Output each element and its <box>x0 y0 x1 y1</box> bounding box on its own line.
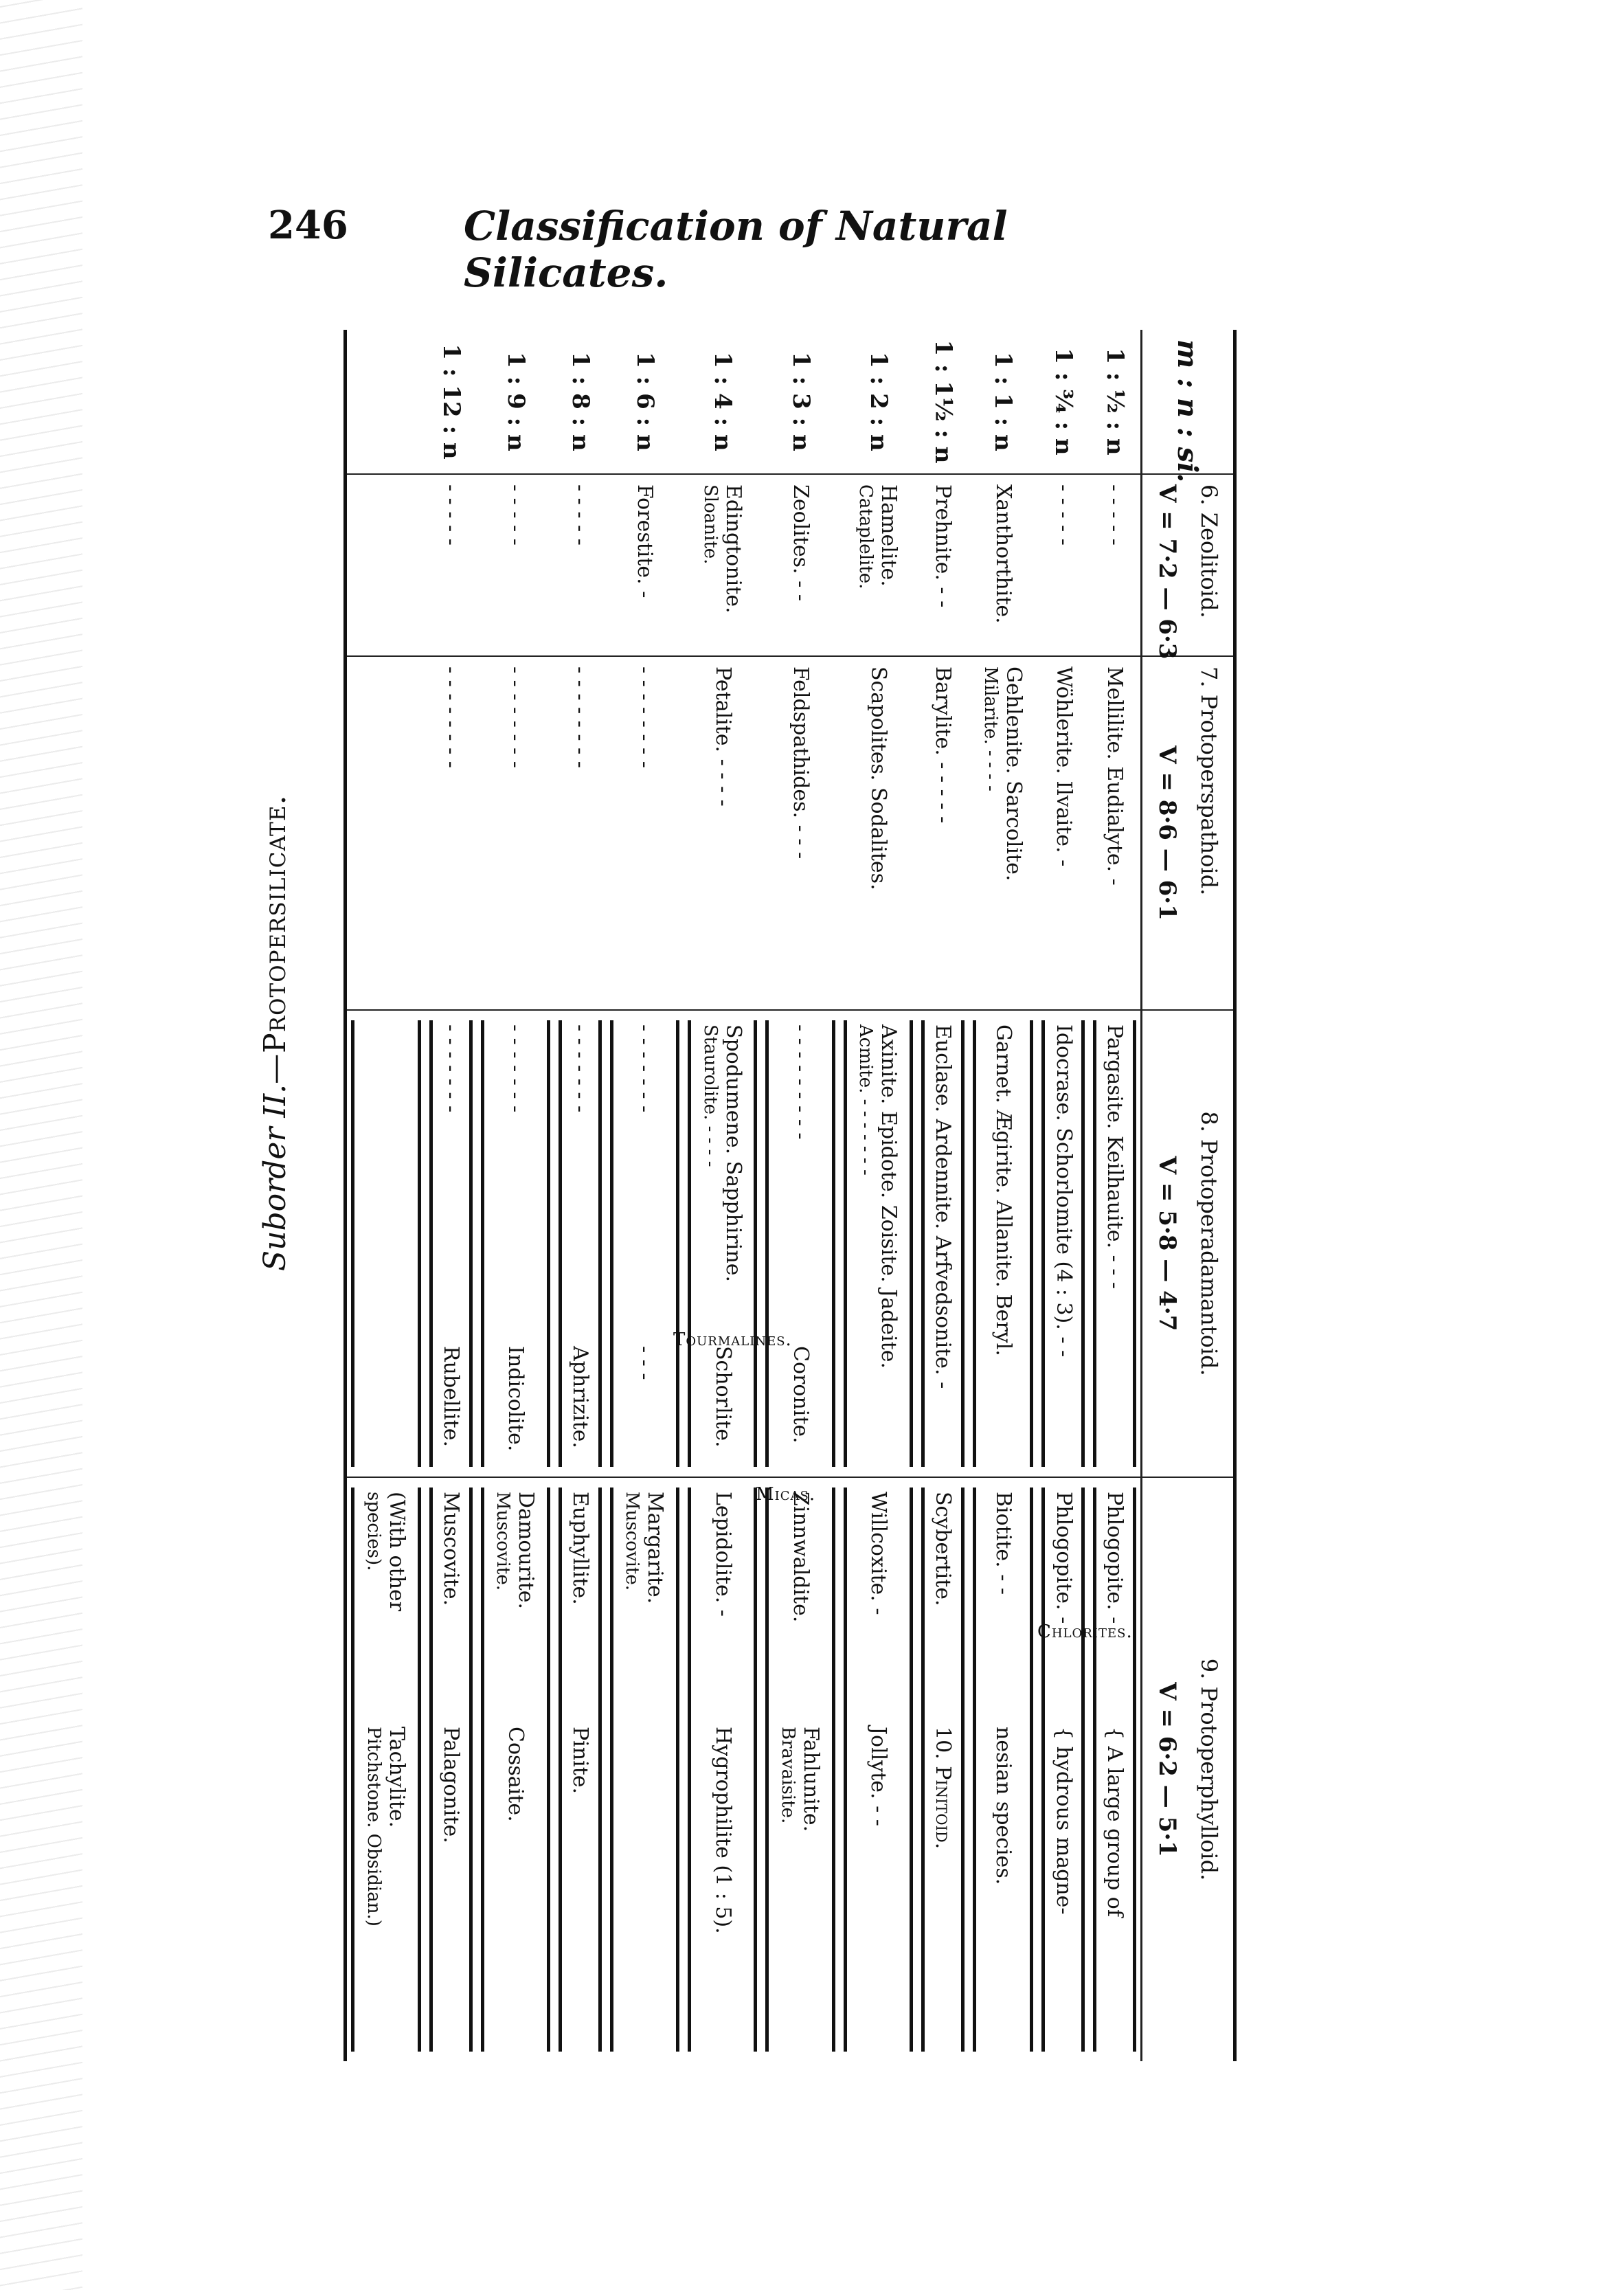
protoperadamantoid-cell: Euclase. Ardennite. Arfvedsonite. - <box>917 1010 969 1477</box>
ratio-cell: 1 : 6 : n <box>631 352 659 451</box>
ratio-cell: 1 : 1½ : n <box>929 339 957 464</box>
ratio-cell: 1 : 1 : n <box>989 352 1017 451</box>
page-number: 246 <box>268 203 348 248</box>
header-row <box>1142 330 1235 2061</box>
protoperadamantoid-cell: - - - - - - - Indicolite. <box>477 1010 554 1477</box>
protoperadamantoid-cell: Idocrase. Schorlomite (4 : 3). - - <box>1037 1010 1089 1477</box>
table-row <box>839 330 917 2061</box>
table-row <box>684 330 761 2061</box>
ratio-cell: 1 : 8 : n <box>566 352 594 451</box>
table-row <box>554 330 606 2061</box>
zeolitoid-cell: - - - - - <box>477 474 554 656</box>
table-row <box>917 330 969 2061</box>
table-row <box>346 330 426 2061</box>
group-label-chlorites: Chlorites. <box>1037 1621 1133 1642</box>
protoperspathoid-cell: - - - - - - - - <box>477 656 554 1010</box>
ratio-cell: 1 : 9 : n <box>501 352 530 451</box>
protoperspathoid-cell: Scapolites. Sodalites. <box>839 656 917 1010</box>
table-row <box>761 330 839 2061</box>
protoperphylloid-cell: Lepidolite. - Hygrophilite (1 : 5). <box>684 1477 761 2061</box>
protoperadamantoid-cell: - - - - - - - - - Coronite. <box>761 1010 839 1477</box>
protoperadamantoid-cell: - - - - - - - Rubellite. <box>425 1010 477 1477</box>
col-header-protoperspathoid: 7. Protoperspathoid. V = 8·6 — 6·1 <box>1142 656 1235 1010</box>
zeolitoid-cell: - - - - - <box>554 474 606 656</box>
ratio-header: m : n : si. <box>1142 330 1235 474</box>
protoperadamantoid-cell: - - - - - - - Aphrizite. <box>554 1010 606 1477</box>
ratio-cell: 1 : 4 : n <box>709 352 737 451</box>
table-row <box>477 330 554 2061</box>
protoperphylloid-cell: Damourite. Muscovite. Cossaite. <box>477 1477 554 2061</box>
zeolitoid-cell: Xanthorthite. <box>969 474 1037 656</box>
protoperphylloid-cell: Zinnwaldite. Fahlunite. Bravaisite. <box>761 1477 839 2061</box>
scan-edge-noise <box>0 0 82 2290</box>
running-title: Classification of Natural Silicates. <box>464 203 1008 296</box>
silicate-table <box>343 330 1237 2061</box>
ratio-cell: 1 : ¾ : n <box>1049 348 1077 456</box>
zeolitoid-cell: - - - - - <box>425 474 477 656</box>
table-row <box>425 330 477 2061</box>
col-header-protoperadamantoid: 8. Protoperadamantoid. V = 5·8 — 4·7 <box>1142 1010 1235 1477</box>
caption-title: —Protopersilicate. <box>258 794 293 1084</box>
zeolitoid-cell: Forestite. - <box>606 474 684 656</box>
protoperadamantoid-cell: Axinite. Epidote. Zoisite. Jadeite. Acmite. - - - - - - - <box>839 1010 917 1477</box>
protoperphylloid-cell: Euphyllite. Pinite. <box>554 1477 606 2061</box>
ratio-cell: 1 : 12 : n <box>437 344 465 460</box>
protoperadamantoid-cell: Spodumene. Sapphirine. Staurolite. - - - - Schorlite. <box>684 1010 761 1477</box>
table-caption <box>258 795 293 1271</box>
table-row <box>606 330 684 2061</box>
protoperphylloid-cell: Margarite. Muscovite. <box>606 1477 684 2061</box>
protoperspathoid-cell: Petalite. - - - - <box>684 656 761 1010</box>
protoperadamantoid-cell <box>346 1010 426 1477</box>
protoperspathoid-cell: - - - - - - - - <box>425 656 477 1010</box>
protoperspathoid-cell: Mellilite. Eudialyte. - <box>1089 656 1142 1010</box>
caption-prefix: Suborder II. <box>258 1084 293 1271</box>
protoperphylloid-cell: Phlogopite. - { hydrous magne- <box>1037 1477 1089 2061</box>
protoperphylloid-cell: Willcoxite. - Jollyte. - - <box>839 1477 917 2061</box>
protoperadamantoid-cell: Pargasite. Keilhauite. - - - <box>1089 1010 1142 1477</box>
protoperspathoid-cell: Barylite. - - - - - <box>917 656 969 1010</box>
table-row <box>1037 330 1089 2061</box>
col-header-protoperphylloid: 9. Protoperphylloid. V = 6·2 — 5·1 <box>1142 1477 1235 2061</box>
zeolitoid-cell <box>346 474 426 656</box>
table-row <box>969 330 1037 2061</box>
protoperadamantoid-cell: - - - - - - - - - - <box>606 1010 684 1477</box>
page-header <box>268 203 1161 296</box>
zeolitoid-cell: Edingtonite. Sloanite. <box>684 474 761 656</box>
protoperspathoid-cell: Gehlenite. Sarcolite. Milarite. - - - - <box>969 656 1037 1010</box>
protoperspathoid-cell: Wöhlerite. Ilvaite. - <box>1037 656 1089 1010</box>
zeolitoid-cell: Hamelite. Cataplelite. <box>839 474 917 656</box>
group-label-tourmalines: Tourmalines. <box>673 1329 792 1350</box>
protoperspathoid-cell: - - - - - - - - <box>554 656 606 1010</box>
zeolitoid-cell: Zeolites. - - <box>761 474 839 656</box>
zeolitoid-cell: - - - - - <box>1089 474 1142 656</box>
ratio-cell: 1 : 3 : n <box>787 352 815 451</box>
protoperphylloid-cell: Phlogopite. - { A large group of <box>1089 1477 1142 2061</box>
ratio-cell <box>346 330 426 474</box>
protoperphylloid-cell: Biotite. - - nesian species. <box>969 1477 1037 2061</box>
protoperphylloid-cell: Scybertite. 10. Pinitoid. <box>917 1477 969 2061</box>
rotated-table-wrapper <box>343 330 1237 2061</box>
protoperspathoid-cell <box>346 656 426 1010</box>
zeolitoid-cell: Prehnite. - - <box>917 474 969 656</box>
protoperphylloid-cell: (With other species). Tachylite. Pitchstone. Obsidian.) <box>346 1477 426 2061</box>
col-header-zeolitoid: 6. Zeolitoid. V = 7·2 — 6·3 <box>1142 474 1235 656</box>
protoperspathoid-cell: - - - - - - - - <box>606 656 684 1010</box>
ratio-cell: 1 : ½ : n <box>1101 348 1129 456</box>
table-row <box>1089 330 1142 2061</box>
ratio-cell: 1 : 2 : n <box>864 352 892 451</box>
protoperspathoid-cell: Feldspathides. - - - <box>761 656 839 1010</box>
group-label-micas: Micas. <box>756 1484 816 1505</box>
zeolitoid-cell: - - - - - <box>1037 474 1089 656</box>
protoperphylloid-cell: Muscovite. Palagonite. <box>425 1477 477 2061</box>
protoperadamantoid-cell: Garnet. Ægirite. Allanite. Beryl. <box>969 1010 1037 1477</box>
